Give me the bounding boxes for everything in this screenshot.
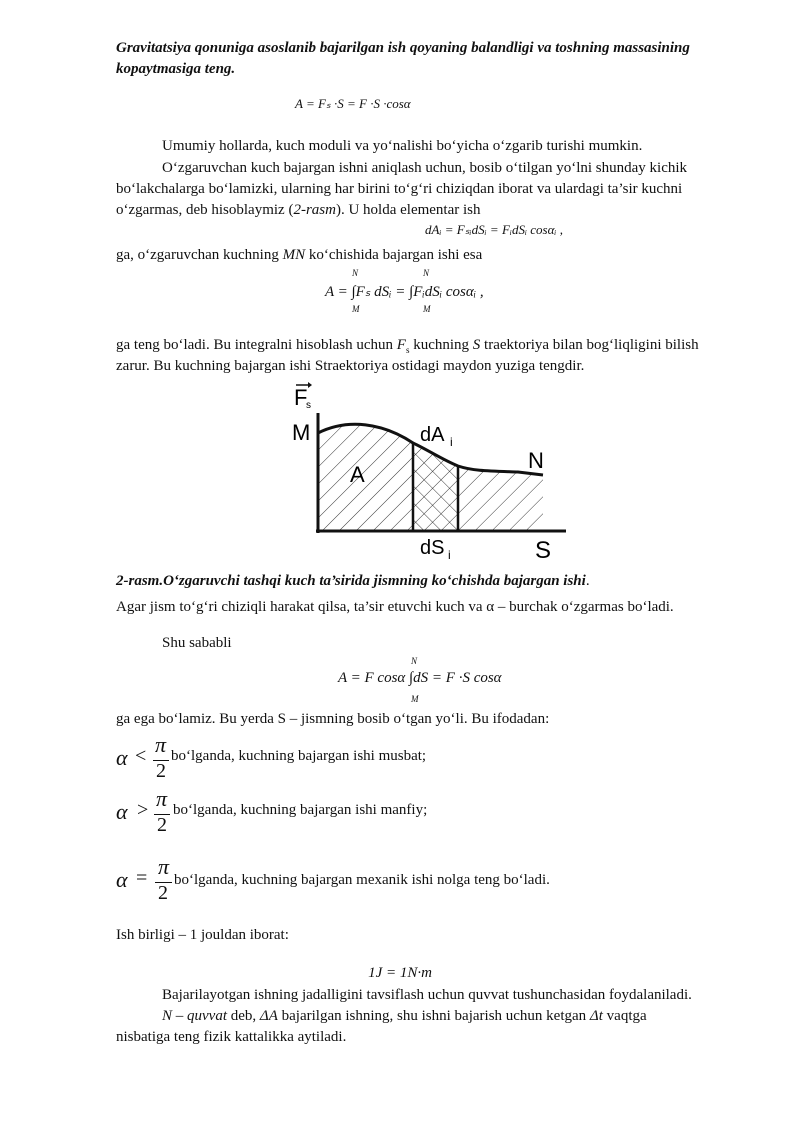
para2-text-a: o‘zgarmas, deb hisoblaymiz ( <box>116 202 294 218</box>
power-term: N – quvvat <box>162 1008 227 1024</box>
condition-positive <box>116 732 516 784</box>
para4-text-a: ga teng bo‘ladi. Bu integralni hisoblash uchun <box>116 337 397 353</box>
alpha-symbol: α <box>116 867 128 892</box>
area-a-region <box>318 424 413 531</box>
formula-constant-force-work <box>338 656 538 706</box>
paragraph-straight-motion: Agar jism to‘g‘ri chiziqli harakat qilsa, ta’sir etuvchi kuch va α – burchak o‘zgarmas bo‘ladi. <box>116 599 674 615</box>
para4-s: S <box>472 337 481 353</box>
heading-line-2: kopaytmasiga teng. <box>116 61 236 77</box>
operator: < <box>135 745 147 767</box>
para10-text-d: bajarilgan ishning, shu ishni bajarish uchun ketgan <box>277 1008 590 1024</box>
label-dai-sub: i <box>450 435 453 449</box>
para3-text-a: ga, o‘zgaruvchan kuchning <box>116 247 283 263</box>
y-axis-label-sub: s <box>306 400 311 411</box>
operator: = <box>136 867 148 889</box>
fraction-denominator: 2 <box>157 814 167 836</box>
integral-lower-limit-1: M <box>352 304 360 314</box>
paragraph-work-unit: Ish birligi – 1 jouldan iborat: <box>116 927 289 943</box>
caption-text: 2-rasm.O‘zgaruvchi tashqi kuch ta’sirida jismning ko‘chishda bajargan ishi <box>116 573 586 589</box>
para4-f: F <box>396 337 406 353</box>
condition-zero <box>116 854 636 906</box>
para10-text-f: vaqtga <box>602 1008 647 1024</box>
paragraph-variable-force-2: bo‘lakchalarga bo‘lamizki, ularning har birini to‘g‘ri chiziqdan iborat va ulardagi ta’sir kuchni <box>116 181 683 197</box>
para4-text-b: kuchning <box>409 337 473 353</box>
paragraph-variable-force-3 <box>116 200 481 220</box>
para3-text-b: ko‘chishida bajargan ishi esa <box>305 247 483 263</box>
delta-a: ΔA <box>259 1008 278 1024</box>
label-dsi: dS <box>420 537 445 559</box>
paragraph-therefore: Shu sababli <box>162 635 232 651</box>
formula-elementary-work: dAᵢ = FₛᵢdSᵢ = FᵢdSᵢ cosαᵢ , <box>425 222 563 237</box>
figure-caption <box>116 571 590 591</box>
paragraph-integral-calc-1: ga teng bo‘ladi. Bu integralni hisoblash uchun $F_s$ kuchning S traektoriya bilan bog‘liqligini bilish <box>116 337 699 355</box>
integral-lower-limit-2: M <box>423 304 431 314</box>
paragraph-mn-work <box>116 245 482 265</box>
fraction-denominator: 2 <box>156 760 166 782</box>
integral-expression: A = ∫Fₛ dSᵢ = ∫FᵢdSᵢ cosαᵢ , <box>325 284 484 300</box>
label-n: N <box>528 448 544 473</box>
paragraph-power-definition-2: nisbatiga teng fizik kattalikka aytiladi. <box>116 1029 347 1045</box>
para10-text-b: deb, <box>227 1008 260 1024</box>
condition-negative <box>116 786 516 838</box>
label-dsi-sub: i <box>448 548 451 562</box>
condition-text: bo‘lganda, kuchning bajargan ishi musbat; <box>171 748 427 764</box>
figure-reference: 2-rasm <box>293 202 336 218</box>
condition-text: bo‘lganda, kuchning bajargan mexanik ishi nolga teng bo‘ladi. <box>174 872 550 888</box>
area-right-region <box>458 466 543 531</box>
formula-joule-text: 1J = 1N·m <box>368 965 432 981</box>
delta-t: Δt <box>589 1008 603 1024</box>
fraction-numerator: π <box>155 732 167 757</box>
paragraph-power-definition-1 <box>162 1006 647 1026</box>
fraction-numerator: π <box>156 786 168 811</box>
paragraph-integral-calc-2: zarur. Bu kuchning bajargan ishi Straektoriya ostidagi maydon yuziga tengdir. <box>116 358 585 374</box>
label-dai: dA <box>420 424 445 446</box>
caption-period: . <box>585 573 590 589</box>
alpha-symbol: α <box>116 799 128 824</box>
label-a: A <box>350 462 365 487</box>
label-m: M <box>292 420 311 445</box>
work-diagram-figure <box>288 378 568 563</box>
formula-work-gravity: A = Fₛ ·S = F ·S ·cosα <box>295 96 411 111</box>
integral4-lower: M <box>411 694 419 704</box>
alpha-symbol: α <box>116 745 128 770</box>
formula-integral-work <box>325 268 555 316</box>
heading-line-1: Gravitatsiya qonuniga asoslanib bajarilgan ish qoyaning balandligi va toshning massasining <box>116 40 690 56</box>
paragraph-variable-force-1: O‘zgaruvchan kuch bajargan ishni aniqlash uchun, bosib o‘tilgan yo‘lni shunday kichik <box>162 160 688 176</box>
integral-upper-limit-1: N <box>352 268 359 278</box>
paragraph-general-case: Umumiy hollarda, kuch moduli va yo‘nalishi bo‘yicha o‘zgarib turishi mumkin. <box>162 138 643 154</box>
para2-text-b: ). U holda elementar ish <box>335 202 481 218</box>
y-axis-label: F <box>294 385 308 410</box>
formula-joule <box>0 963 800 983</box>
paragraph-power-intro: Bajarilayotgan ishning jadalligini tavsiflash uchun quvvat tushunchasidan foydalaniladi. <box>162 987 692 1003</box>
x-axis-label-s: S <box>535 537 552 563</box>
integral4-upper: N <box>411 656 418 666</box>
paragraph-from-formula: ga ega bo‘lamiz. Bu yerda S – jismning bosib o‘tgan yo‘li. Bu ifodadan: <box>116 711 550 727</box>
formula4-expression: A = F cosα ∫dS = F ·S cosα <box>338 670 502 686</box>
condition-text: bo‘lganda, kuchning bajargan ishi manfiy; <box>173 802 428 818</box>
operator: > <box>137 799 149 821</box>
para3-mn: MN <box>282 247 306 263</box>
para4-text-c: traektoriya bilan bog‘liqligini bilish <box>480 337 699 353</box>
integral-upper-limit-2: N <box>423 268 430 278</box>
fraction-numerator: π <box>158 854 170 879</box>
fraction-denominator: 2 <box>158 882 168 904</box>
